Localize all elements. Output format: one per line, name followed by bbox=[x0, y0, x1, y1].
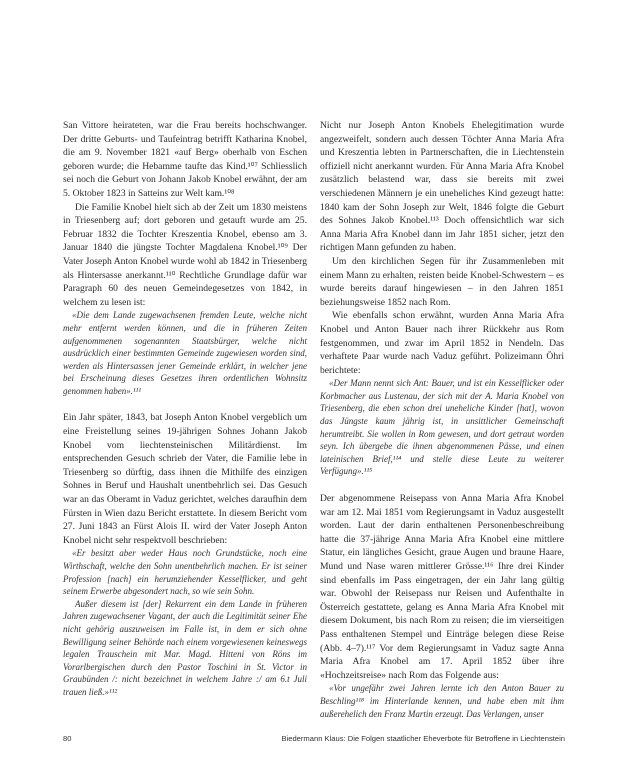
block-quote: Außer diesem ist [der] Rekurrent ein dem Lande in früheren Jahren zugewachsener Vagant, der auch die Legitimität seiner Ehe nicht gehörig auszuweisen im Falle ist, in dem er sich ohne Bewilligung seiner Behörde nach einem vorgewiesenen keineswegs legalen Trauschein mit Mar. Magd. Hitteni von Röns im Vorarlbergischen durch den Pastor Toschini in St. Victor in Graubünden /: nicht bezeichnet in welchem Jahre :/ am 6.t Juli trauen ließ.»¹¹² bbox=[63, 598, 307, 697]
block-quote: «Die dem Lande zugewachsenen fremden Leute, welche nicht mehr entfernt werden können, und die in früheren Zeiten aufgenommenen sogenannten Staatsbürger, welche nicht ausdrücklich einer bestimmten Gemeinde zugewiesen worden sind, werden als Hintersassen jener Gemeinde erklärt, in welcher jene bei Erscheinung dieses Gesetzes ihren ordentlichen Wohnsitz genommen haben».¹¹¹ bbox=[63, 310, 307, 396]
left-column bbox=[63, 119, 307, 699]
running-title: Biedermann Klaus: Die Folgen staatlicher Eheverbote für Betroffene in Liechtenstein bbox=[281, 734, 565, 743]
block-quote: «Er besitzt aber weder Haus noch Grundstücke, noch eine Wirthschaft, welche den Sohn unentbehrlich machen. Er ist seiner Profession [nach] ein herumziehender Kesselflicker, und geht seinem Erwerbe abgesondert nach, so wie sein Sohn. bbox=[63, 548, 307, 597]
paragraph: Die Familie Knobel hielt sich ab der Zeit um 1830 meistens in Triesenberg auf; dort geboren und getauft wurde am 25. Februar 1832 die Tochter Kreszentia Knobel, ebenso am 3. Januar 1840 die jüngste Tochter Magdalena Knobel.¹⁰⁹ Der Vater Joseph Anton Knobel wurde wohl ab 1842 in Triesenberg als Hintersasse anerkannt.¹¹⁰ Rechtliche Grundlage dafür war Paragraph 60 des neuen Gemeindegesetzes von 1842, in welchem zu lesen ist: bbox=[63, 201, 307, 308]
block-quote: «Vor ungefähr zwei Jahren lernte ich den Anton Bauer zu Beschling¹¹⁸ im Hinterlande kennen, und habe eben mit ihm außerehelich den Franz Martin erzeugt. Das Verlangen, unser bbox=[320, 683, 564, 719]
paragraph: San Vittore heirateten, war die Frau bereits hochschwanger. Der dritte Geburts- und Taufeintrag betrifft Katharina Knobel, die am 9. November 1821 «auf Berg» oberhalb von Eschen geboren wurde; die Hebamme taufte das Kind.¹⁰⁷ Schliesslich sei noch die Geburt von Johann Jakob Knobel erwähnt, der am 5. Oktober 1823 in Satteins zur Welt kam.¹⁰⁸ bbox=[63, 120, 307, 199]
paragraph: Wie ebenfalls schon erwähnt, wurden Anna Maria Afra Knobel und Anton Bauer nach ihrer Rückkehr aus Rom festgenommen, und zwar im April 1852 in Nendeln. Das verhaftete Paar wurde nach Vaduz geführt. Polizeimann Öhri berichtete: bbox=[320, 310, 564, 376]
right-column bbox=[320, 119, 564, 720]
paragraph: Um den kirchlichen Segen für ihr Zusammenleben mit einem Mann zu erhalten, reisten beide Knobel-Schwestern – es wurde bereits darauf hingewiesen – in den Jahren 1851 beziehungsweise 1852 nach Rom. bbox=[320, 255, 564, 308]
paragraph: Der abgenommene Reisepass von Anna Maria Afra Knobel war am 12. Mai 1851 vom Regierungsamt in Vaduz ausgestellt worden. Laut der darin enthaltenen Personenbeschreibung hatte die 37-jährige Anna Maria Afra Knobel eine mittlere Statur, ein längliches Gesicht, graue Augen und braune Haare, Mund und Nase waren mittlerer Grösse.¹¹⁶ Ihre drei Kinder sind ebenfalls im Pass eingetragen, der ein Jahr lang gültig war. Obwohl der Reisepass nur Reisen und Aufenthalte in Österreich gestattete, gelang es Anna Maria Afra Knobel mit diesem Dokument, bis nach Rom zu reisen; die im vierseitigen Pass enthaltenen Stempel und Einträge belegen diese Reise (Abb. 4–7).¹¹⁷ Vor dem Regierungsamt in Vaduz sagte Anna Maria Afra Knobel am 17. April 1852 über ihre «Hochzeitsreise» nach Rom das Folgende aus: bbox=[320, 493, 564, 681]
paragraph: Ein Jahr später, 1843, bat Joseph Anton Knobel vergeblich um eine Freistellung seines 19-jährigen Sohnes Johann Jakob Knobel vom liechtensteinischen Militärdienst. Im entsprechenden Gesuch schrieb der Vater, die Familie lebe in Triesenberg so dürftig, dass ihnen die Mithilfe des einzigen Sohnes in Beruf und Haushalt unentbehrlich sei. Das Gesuch war an das Oberamt in Vaduz gerichtet, welches daraufhin dem Fürsten in Wien dazu Bericht erstattete. In diesem Bericht vom 27. Juni 1843 an Fürst Alois II. wird der Vater Joseph Anton Knobel nicht sehr respektvoll beschrieben: bbox=[63, 412, 307, 546]
paragraph: Nicht nur Joseph Anton Knobels Ehelegitimation wurde angezweifelt, sondern auch dessen Töchter Anna Maria Afra und Kreszentia lebten in Partnerschaften, die in Liechtenstein offiziell nicht anerkannt wurden. Für Anna Maria Afra Knobel zusätzlich belastend war, dass sie bereits mit zwei verschiedenen Männern je ein uneheliches Kind gezeugt hatte: 1840 kam der Sohn Joseph zur Welt, 1846 folgte die Geburt des Sohnes Jakob Knobel.¹¹³ Doch offensichtlich war sich Anna Maria Afra Knobel dann im Jahr 1851 sicher, jetzt den richtigen Mann gefunden zu haben. bbox=[320, 120, 564, 254]
block-quote: «Der Mann nennt sich Ant: Bauer, und ist ein Kesselflicker oder Korbmacher aus Lustenau, der sich mit der A. Maria Knobel von Triesenberg, die eben schon drei uneheliche Kinder [hat], wovon das Jüngste kaum jährig ist, in unsittlicher Gemeinschaft herumtreibt. Sie wollen in Rom gewesen, und dort getraut worden seyn. Ich übergebe die ihnen abgenommenen Pässe, und einen lateinischen Brief,¹¹⁴ und stelle diese Leute zu weiterer Verfügung».¹¹⁵ bbox=[320, 378, 564, 477]
page-number: 80 bbox=[63, 734, 72, 743]
